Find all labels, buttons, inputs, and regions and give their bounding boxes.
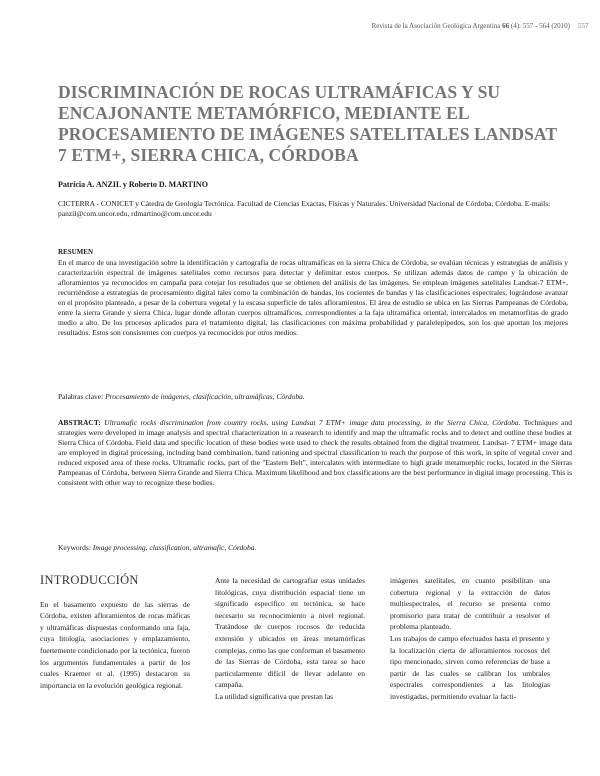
column-3 xyxy=(390,575,550,703)
intro-paragraph-1: En el basamento expuesto de las sierras de Córdoba, existen afloramientos de rocas máficas y ultramáficas dispuestas conformando una faja, cuya litología, asociaciones y emplazamiento, fuertemente condicionado por la tectónica, fueron los argumentos fundamentales a partir de los cuales Kraemer et al. (1995) destacaron su importancia en la evolución geológica regional. xyxy=(40,599,190,690)
resumen-text: En el marco de una investigación sobre la identificación y cartografía de rocas ultramáficas en la sierra Chica de Córdoba, se evalúan técnicas y estrategias de análisis y caracterización espectral de imágenes satelitales como recursos para detectar y delimitar estos cuerpos. Se utilizan además datos de campo y la ubicación de afloramientos ya reconocidos en campaña para cotejar los resultados que se obtienen del análisis de las imágenes. Se emplean imágenes satelitales Landsat-7 ETM+, recurriéndose a estrategias de procesamiento digital tales como la combinación de bandas, los cocientes de bandas y las clasificaciones espectrales, lográndose avanzar en el propósito planteado, a pesar de la cobertura vegetal y la escasa superficie de tales afloramientos. El área de estudio se ubica en las Sierras Pampeanas de Córdoba, entre la sierra Grande y sierra Chica, lugar donde afloran cuerpos ultramáficos, correspondientes a la faja ultramáfica oriental, intercalados en metamorfitas de grado medio a alto. De los procesos aplicados para el tratamiento digital, las clasificaciones con máxima probabilidad y paralelepípedos, son los que aportan los mejores resultados. Estos son consistentes con cuerpos ya reconocidos por otros medios. xyxy=(58,258,568,337)
palabras-clave xyxy=(58,392,305,401)
journal-volume: 66 xyxy=(502,22,510,30)
abstract xyxy=(58,418,572,488)
abstract-text: Techniques and strategies were developed in image analysis and spectral characterization in a reasearch to identify and map the ultramafic rocks and to detect and outline these bodies at Sierra Chica of Córdoba. Field data and specific location of these bodies were used to check the results obtained from the digital treatment. Landsat- 7 ETM+ image data are employed in digital processing, including band combination, band rationing and spectral classification to reach the purpose of this work, in spite of vegetal cover and reduced exposed area of these rocks. Ultramafic rocks, part of the "Eastern Belt", intercalates with intermediate to high grade metamorphic rocks, located in the Sierras Pampeanas of Córdoba, between Sierra Grande and Sierra Chica. Maximum likelihood and box classifications are the best performance in digital image processing. This is consistent with other way to recognize these bodies. xyxy=(58,418,572,487)
abstract-label: ABSTRACT: xyxy=(58,418,101,427)
affiliation: CICTERRA - CONICET y Cátedra de Geología Tectónica. Facultad de Ciencias Exactas, Físicas y Naturales. Universidad Nacional de Córdoba, Córdoba. E-mails: panzil@com.uncor.edu, rdmartino@com.uncor.edu xyxy=(58,199,551,218)
journal-issue-pages: (4): 557 - 564 (2010) xyxy=(510,22,570,30)
column-1 xyxy=(40,575,190,691)
palabras-clave-label: Palabras clave: xyxy=(58,392,104,401)
authors: Patricia A. ANZIL y Roberto D. MARTINO xyxy=(58,180,208,189)
intro-paragraph-5: Los trabajos de campo efectuados hasta el presente y la localización cierta de afloramientos rocosos del tipo mencionado, sirven como referencias de base a partir de las cuales se calibran los umbrales espectrales correspondientes a las litologías investigadas, permitiendo evaluar la facti- xyxy=(390,633,550,701)
page-number: 557 xyxy=(578,22,589,30)
keywords xyxy=(58,543,256,552)
article-title: DISCRIMINACIÓN DE ROCAS ULTRAMÁFICAS Y SU ENCAJONANTE METAMÓRFICO, MEDIANTE EL PROCESAMIENTO DE IMÁGENES SATELITALES LANDSAT 7 ETM+, SIERRA CHICA, CÓRDOBA xyxy=(58,82,557,165)
running-header xyxy=(300,22,570,30)
palabras-clave-value: Procesamiento de imágenes, clasificación, ultramáficas, Córdoba. xyxy=(105,392,305,401)
intro-paragraph-4: imágenes satelitales, en cuanto posibilitan una cobertura regional y la extracción de datos multiespectrales, el recurso se presenta como promisorio para tratar de contribuir a resolver el problema planteado. xyxy=(390,576,550,632)
keywords-label: Keywords: xyxy=(58,543,91,552)
intro-paragraph-2: Ante la necesidad de cartografiar estas unidades litológicas, cuya distribución espacial tiene un significado específico en tectónica, se hace necesario su reconocimiento a nivel regional. Tratándose de cuerpos rocosos de reducida extensión y ubicados en áreas metamórficas complejas, como las que conforman el basamento de las Sierras de Córdoba, esta tarea se hace particularmente difícil de llevar adelante en campaña. xyxy=(215,576,365,690)
keywords-value: Image processing, classification, ultramafic, Córdoba. xyxy=(92,543,257,552)
intro-paragraph-3: La utilidad significativa que prestan las xyxy=(215,691,334,701)
abstract-english-title: Ultramafic rocks discrimination from country rocks, using Landsat 7 ETM+ image data processing, in the Sierra Chica, Córdoba. xyxy=(104,418,521,427)
journal-name: Revista de la Asociación Geológica Argentina xyxy=(371,22,501,30)
column-2 xyxy=(215,575,365,703)
resumen-heading: RESUMEN xyxy=(58,248,94,256)
intro-heading: INTRODUCCIÓN xyxy=(40,573,139,587)
